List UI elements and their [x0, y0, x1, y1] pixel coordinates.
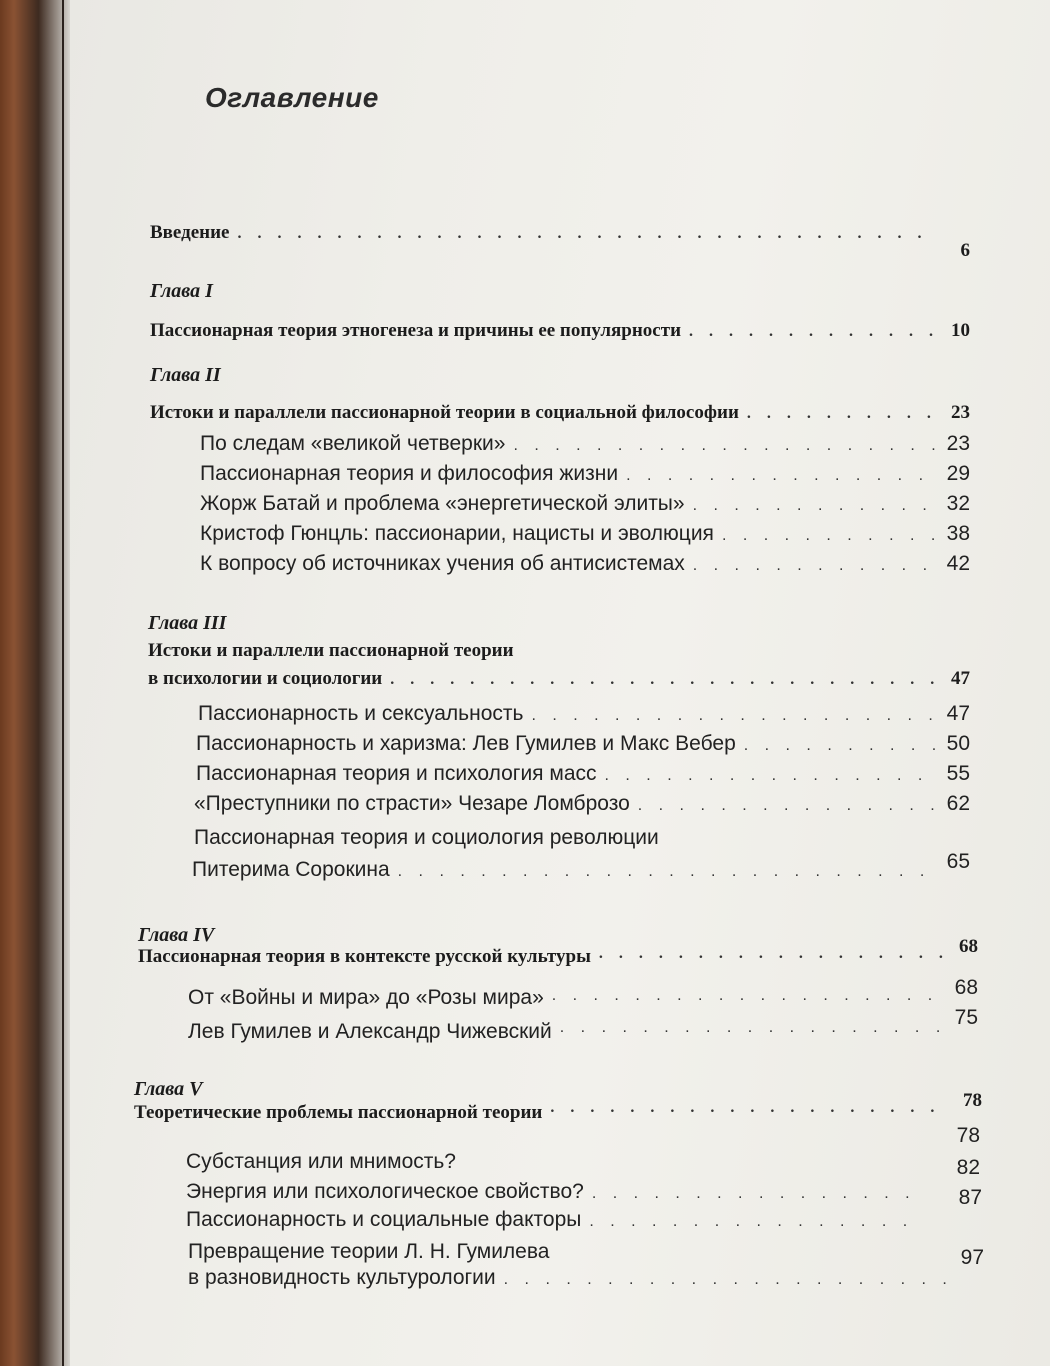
toc-subentry[interactable]	[200, 462, 970, 486]
entry-page: 68	[954, 976, 978, 999]
toc-subentry[interactable]	[186, 1180, 926, 1204]
toc-subentry[interactable]	[198, 702, 970, 726]
chapter-label: Глава III	[148, 612, 227, 634]
toc-subentry[interactable]	[196, 732, 970, 756]
entry-page: 23	[946, 432, 970, 455]
leader-dots	[722, 527, 938, 545]
entry-text: в психологии и социологии	[148, 668, 383, 689]
entry-page: 32	[946, 492, 970, 515]
entry-text: Пассионарная теория и психология масс	[196, 762, 597, 785]
leader-dots	[744, 737, 938, 755]
entry-text: Пассионарность и сексуальность	[198, 702, 524, 725]
entry-text: К вопросу об источниках учения об антисистемах	[200, 552, 685, 575]
entry-page: 10	[951, 320, 970, 341]
leader-dots	[552, 987, 946, 1005]
toc-subentry[interactable]	[188, 976, 978, 1009]
toc-entry-ch4[interactable]	[138, 936, 978, 967]
subentry-line: Пассионарная теория и социология революции	[194, 826, 659, 849]
entry-text: Лев Гумилев и Александр Чижевский	[188, 1020, 552, 1043]
entry-text: Истоки и параллели пассионарной теории в социальной философии	[150, 402, 739, 423]
toc-subentry[interactable]	[186, 1208, 926, 1232]
entry-page: 65	[946, 850, 970, 873]
entry-page: 75	[954, 1006, 978, 1029]
toc-subentry[interactable]	[200, 492, 970, 516]
chapter-label: Глава II	[150, 364, 221, 386]
leader-dots	[398, 863, 938, 881]
page-number: 78	[956, 1124, 980, 1147]
toc-subentry[interactable]	[200, 552, 970, 576]
leader-dots	[599, 945, 946, 963]
entry-text: Жорж Батай и проблема «энергетической элиты»	[200, 492, 685, 515]
leader-dots	[592, 1185, 918, 1203]
entry-page: 47	[946, 702, 970, 725]
toc-entry-ch5[interactable]	[134, 1090, 982, 1123]
entry-text: Пассионарность и социальные факторы	[186, 1208, 582, 1231]
page-number: 87	[958, 1186, 982, 1209]
entry-text: От «Войны и мира» до «Розы мира»	[188, 986, 544, 1009]
toc-subentry[interactable]	[188, 1006, 978, 1043]
toc-entry-intro[interactable]	[150, 222, 970, 261]
leader-dots	[238, 225, 939, 243]
entry-page: 62	[946, 792, 970, 815]
leader-dots	[560, 1019, 946, 1037]
entry-text: Питерима Сорокина	[192, 858, 390, 881]
toc-entry-ch2[interactable]	[150, 402, 970, 424]
entry-text: «Преступники по страсти» Чезаре Ломброзо	[194, 792, 630, 815]
spine-edge	[62, 0, 64, 1366]
leader-dots	[638, 797, 938, 815]
subentry-line: Превращение теории Л. Н. Гумилева	[188, 1240, 550, 1263]
entry-page: 50	[946, 732, 970, 755]
entry-text: в разновидность культурологии	[188, 1266, 496, 1289]
leader-dots	[504, 1271, 952, 1289]
leader-dots	[513, 437, 938, 455]
entry-text: Субстанция или мнимость?	[186, 1150, 456, 1173]
toc-subentry[interactable]	[200, 522, 970, 546]
entry-text: Пассионарность и харизма: Лев Гумилев и Макс Вебер	[196, 732, 736, 755]
entry-text: Энергия или психологическое свойство?	[186, 1180, 584, 1203]
entry-text: Пассионарная теория этногенеза и причины ее популярности	[150, 320, 682, 341]
toc-entry-ch1[interactable]	[150, 320, 970, 342]
leader-dots	[747, 405, 938, 423]
toc-subentry[interactable]	[192, 850, 970, 882]
entry-page: 55	[946, 762, 970, 785]
leader-dots	[390, 671, 938, 689]
entry-page: 42	[946, 552, 970, 575]
toc-subentry[interactable]	[200, 432, 970, 456]
entry-text: Пассионарная теория и философия жизни	[200, 462, 619, 485]
entry-page: 47	[951, 668, 970, 689]
book-spine	[0, 0, 70, 1366]
entry-text: Пассионарная теория в контексте русской культуры	[138, 946, 591, 967]
chapter-label: Глава IV	[138, 924, 215, 946]
leader-dots	[626, 467, 938, 485]
chapter-heading-line: Истоки и параллели пассионарной теории	[148, 640, 514, 661]
leader-dots	[689, 323, 938, 341]
entry-page: 68	[959, 936, 978, 957]
leader-dots	[693, 497, 938, 515]
entry-text: Кристоф Гюнцль: пассионарии, нацисты и эволюция	[200, 522, 714, 545]
toc-title: Оглавление	[205, 82, 379, 113]
entry-text: По следам «великой четверки»	[200, 432, 506, 455]
entry-page: 29	[946, 462, 970, 485]
toc-subentry[interactable]	[194, 792, 970, 816]
entry-page: 97	[960, 1246, 984, 1269]
leader-dots	[531, 707, 938, 725]
toc-subentry[interactable]	[196, 762, 970, 786]
leader-dots	[589, 1213, 918, 1231]
entry-page: 78	[963, 1090, 982, 1111]
toc-entry-ch3[interactable]	[148, 668, 970, 690]
entry-text: Введение	[150, 222, 230, 243]
chapter-label: Глава I	[150, 280, 213, 302]
leader-dots	[693, 557, 938, 575]
leader-dots	[605, 767, 938, 785]
entry-page: 38	[946, 522, 970, 545]
entry-text: Теоретические проблемы пассионарной теории	[134, 1102, 543, 1123]
toc-subentry[interactable]	[186, 1150, 926, 1174]
chapter-label: Глава V	[134, 1078, 203, 1100]
leader-dots	[550, 1099, 950, 1117]
entry-page: 6	[960, 240, 970, 261]
entry-page: 23	[951, 402, 970, 423]
page-number: 82	[956, 1156, 980, 1179]
